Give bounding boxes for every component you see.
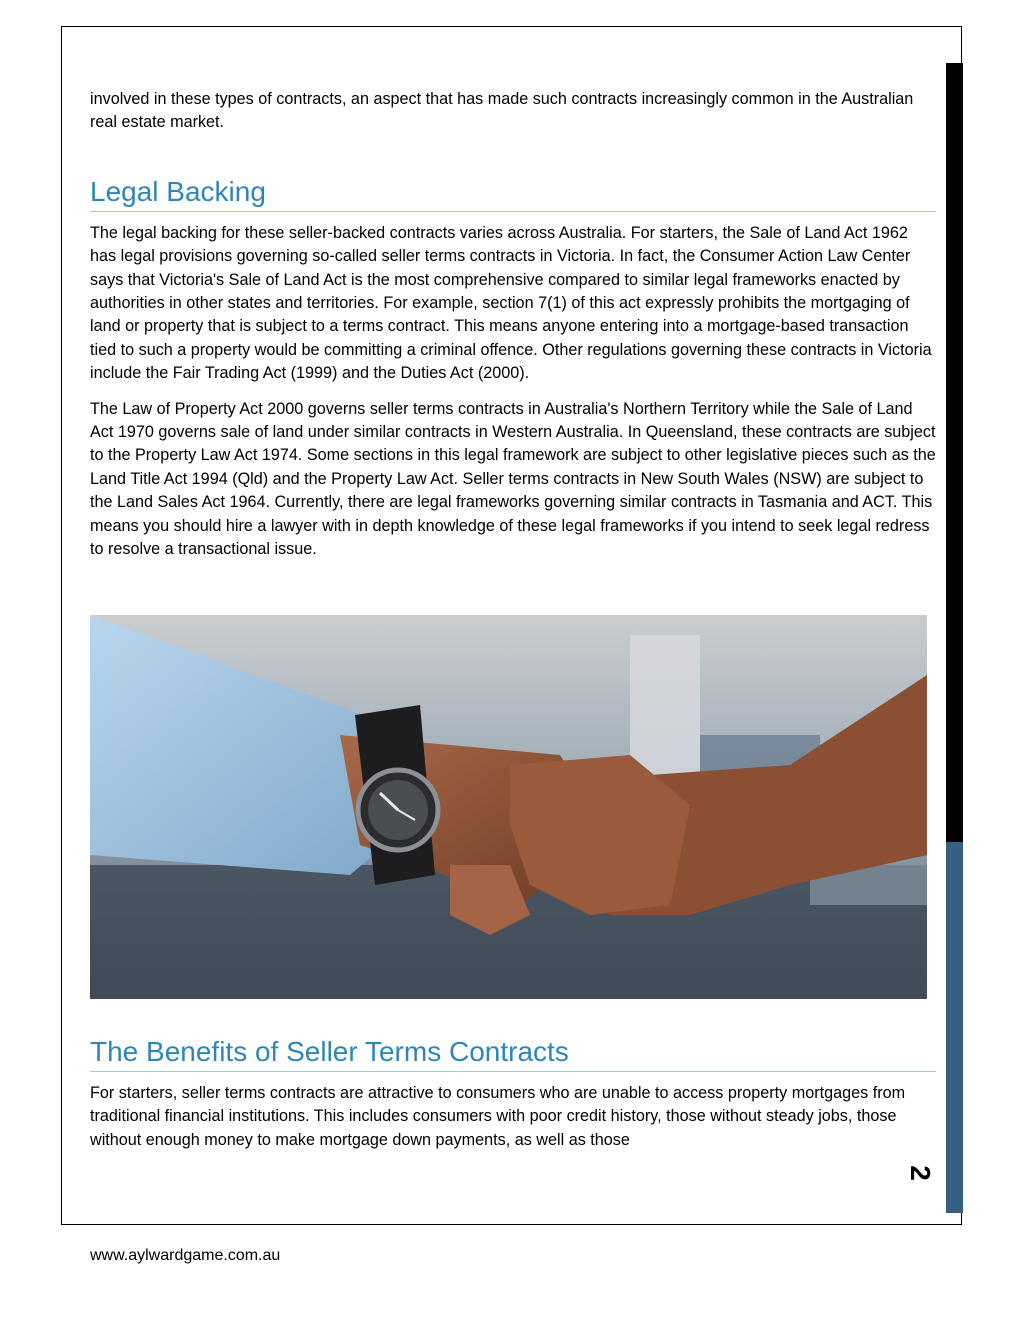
benefits-heading: The Benefits of Seller Terms Contracts bbox=[90, 1035, 936, 1072]
legal-backing-heading: Legal Backing bbox=[90, 175, 936, 212]
handshake-photo bbox=[90, 615, 927, 999]
side-bar-accent bbox=[946, 842, 963, 1213]
footer-url: www.aylwardgame.com.au bbox=[90, 1247, 281, 1264]
main-content bbox=[90, 88, 936, 562]
intro-paragraph: involved in these types of contracts, an aspect that has made such contracts increasingly common in the Australian real estate market. bbox=[90, 90, 914, 132]
legal-backing-paragraph-1: The legal backing for these seller-backed contracts varies across Australia. For starters, the Sale of Land Act 1962 has legal provisions governing so-called seller terms contracts in Victoria. In fact, the Consumer Action Law Center says that Victoria's Sale of Land Act is the most comprehensive compared to similar legal frameworks enacted by authorities in other states and territories. For example, section 7(1) of this act expressly prohibits the mortgaging of land or property that is subject to a terms contract. This means anyone entering into a mortgage-based transaction tied to such a property would be committing a criminal offence. Other regulations governing these contracts in Victoria include the Fair Trading Act (1999) and the Duties Act (2000). bbox=[90, 223, 932, 383]
benefits-section bbox=[90, 1035, 936, 1152]
page-number: 2 bbox=[905, 1165, 936, 1181]
side-bar-dark bbox=[946, 63, 963, 842]
benefits-paragraph: For starters, seller terms contracts are attractive to consumers who are unable to access property mortgages from traditional financial institutions. This includes consumers with poor credit history, those without steady jobs, those without enough money to make mortgage down payments, as well as those bbox=[90, 1084, 906, 1149]
legal-backing-paragraph-2: The Law of Property Act 2000 governs seller terms contracts in Australia's Northern Territory while the Sale of Land Act 1970 governs sale of land under similar contracts in Western Australia. In Queensland, these contracts are subject to the Property Law Act 1974. Some sections in this legal framework are subject to other legislative pieces such as the Land Title Act 1994 (Qld) and the Property Law Act. Seller terms contracts in New South Wales (NSW) are subject to the Land Sales Act 1964. Currently, there are legal frameworks governing similar contracts in Tasmania and ACT. This means you should hire a lawyer with in depth knowledge of these legal frameworks if you intend to seek legal redress to resolve a transactional issue. bbox=[90, 399, 936, 559]
